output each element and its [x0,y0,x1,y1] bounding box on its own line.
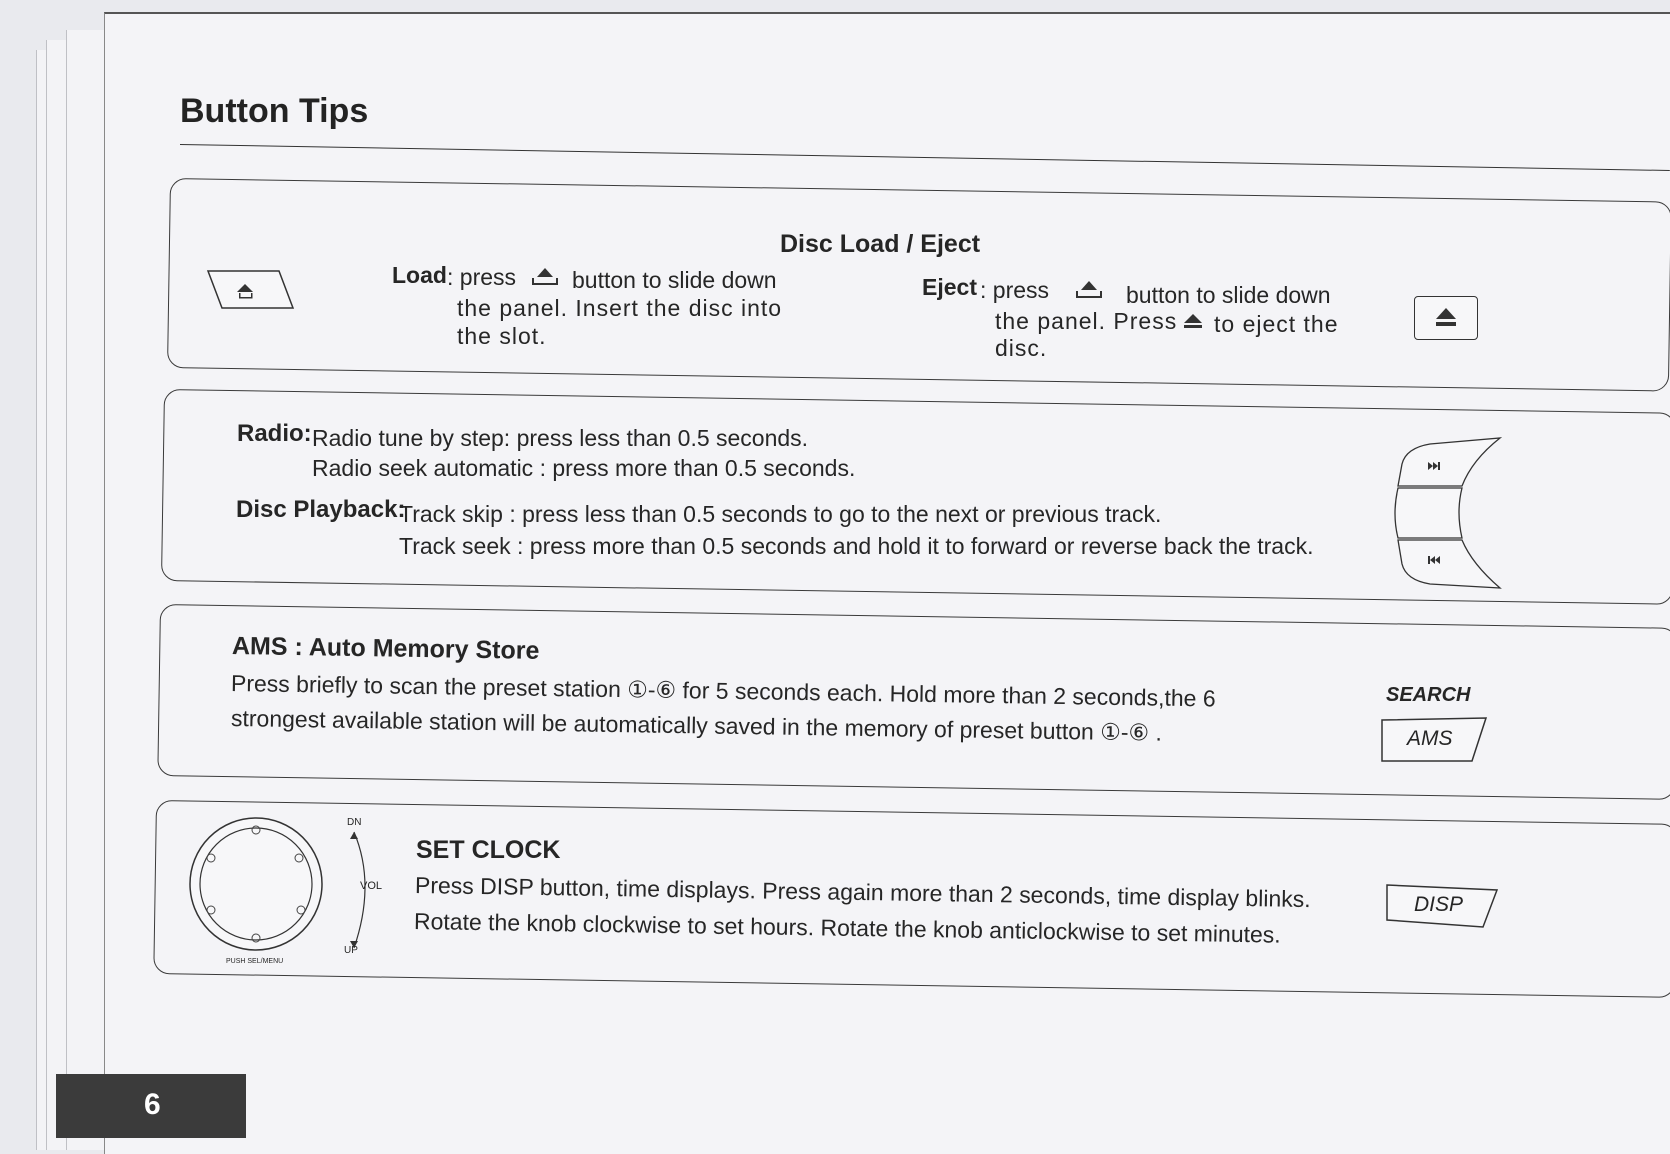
eject-line1-b: button to slide down [1126,282,1331,308]
set-clock-line2: Rotate the knob clockwise to set hours. Rotate the knob anticlockwise to set minutes. [413,908,1281,948]
disp-button-label: DISP [1414,893,1464,916]
disc-line2: Track seek : press more than 0.5 seconds and hold it to forward or reverse back the track. [399,533,1314,559]
ams-line2: strongest available station will be automatically saved in the memory of preset button ①-⑥ . [230,705,1163,746]
eject-load-glyph-icon [1074,279,1104,301]
set-clock-line1: Press DISP button, time displays. Press again more than 2 seconds, time display blinks. [414,872,1311,913]
track-buttons-icon [1390,436,1506,596]
load-line2: the panel. Insert the disc into [457,295,783,321]
radio-line1: Radio tune by step: press less than 0.5 seconds. [312,425,809,451]
ams-heading: AMS : Auto Memory Store [231,632,540,665]
search-label: SEARCH [1386,684,1471,706]
disc-line1: Track skip : press less than 0.5 seconds to go to the next or previous track. [399,501,1162,527]
radio-label: Radio: [237,420,312,447]
load-button-icon [205,268,297,312]
eject-line3: disc. [995,335,1048,361]
load-line3: the slot. [457,323,547,349]
eject-line2-a: the panel. Press [995,308,1178,334]
knob-up-label: UP [344,945,358,956]
ams-line1: Press briefly to scan the preset station ①-⑥ for 5 seconds each. Hold more than 2 seconds,the 6 [230,670,1216,712]
load-line1-b: button to slide down [572,267,777,293]
radio-line2: Radio seek automatic : press more than 0.5 seconds. [312,455,856,481]
load-label: Load [392,262,447,288]
page-title: Button Tips [180,92,369,130]
ams-button-label: AMS [1407,727,1453,750]
page-number: 6 [144,1088,161,1121]
eject-line1-a: : press [980,277,1050,303]
eject-button-icon [1414,296,1478,340]
knob-push-label: PUSH SEL/MENU [226,958,284,965]
load-glyph-icon [530,266,560,288]
eject-glyph-icon [1181,312,1205,330]
disc-heading: Disc Load / Eject [780,230,981,258]
disc-playback-label: Disc Playback: [236,496,406,523]
eject-line2-b: to eject the [1214,311,1339,337]
volume-knob-icon [184,812,404,972]
set-clock-heading: SET CLOCK [416,836,561,864]
load-line1-a: : press [447,264,517,290]
eject-label: Eject [922,274,977,300]
knob-vol-label: VOL [360,880,383,892]
knob-dn-label: DN [347,817,362,828]
